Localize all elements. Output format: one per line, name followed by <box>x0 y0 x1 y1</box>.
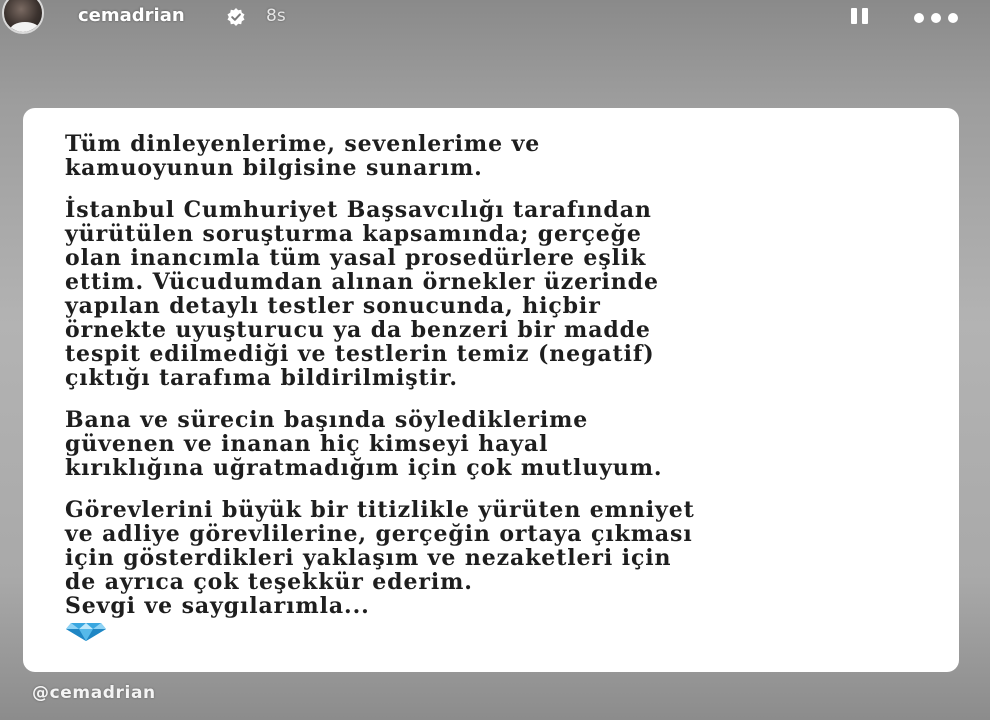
message-paragraph-2: İstanbul Cumhuriyet Başsavcılığı tarafından yürütülen soruşturma kapsamında; gerçeğe olan inancımla tüm yasal prosedürlere eşlik ettim. Vücudumdan alınan örnekler üzerinde yapılan detaylı testler sonucunda, hiçbir örnekte uyuşturucu ya da benzeri bir madde tespit edilmediği ve testlerin temiz (negatif) çıktığı tarafıma bildirilmiştir. <box>65 197 659 391</box>
pause-bar-left <box>851 8 857 24</box>
blue-diamond-icon <box>65 622 107 642</box>
avatar-shirt <box>10 22 40 34</box>
pause-bar-right <box>862 8 868 24</box>
pause-icon[interactable] <box>848 6 872 28</box>
story-time: 8s <box>266 6 286 26</box>
message-paragraph-3: Bana ve sürecin başında söylediklerime güvenen ve inanan hiç kimseyi hayal kırıklığına uğratmadığım için çok mutluyum. <box>65 407 663 481</box>
more-dot-1 <box>914 13 924 23</box>
more-dot-2 <box>931 13 941 23</box>
verified-badge-icon <box>226 7 246 27</box>
profile-avatar[interactable] <box>2 0 44 34</box>
more-options-icon[interactable] <box>912 8 962 26</box>
mention-tag[interactable]: @cemadrian <box>32 683 156 703</box>
story-text-card <box>23 108 959 672</box>
message-paragraph-4: Görevlerini büyük bir titizlikle yürüten emniyet ve adliye görevlilerine, gerçeğin ortaya çıkması için gösterdikleri yaklaşım ve nezaketleri için de ayrıca çok teşekkür ederim. Sevgi ve saygılarımla... <box>65 497 695 619</box>
more-dot-3 <box>948 13 958 23</box>
story-header <box>0 0 990 36</box>
story-username[interactable]: cemadrian <box>78 5 185 26</box>
message-paragraph-1: Tüm dinleyenlerime, sevenlerime ve kamuoyunun bilgisine sunarım. <box>65 131 541 181</box>
